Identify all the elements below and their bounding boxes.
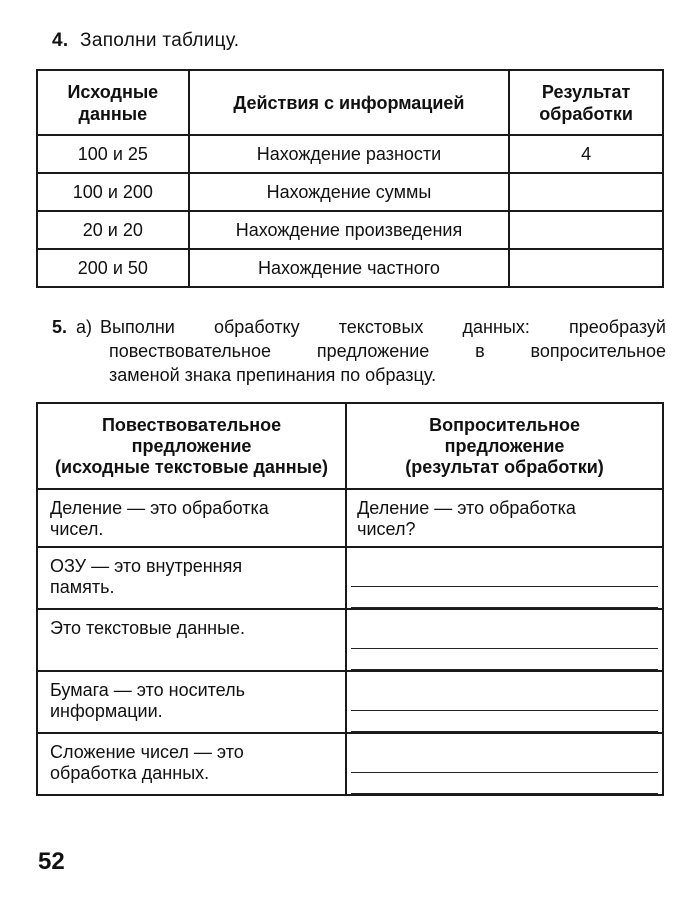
task-5-prefix — [52, 315, 92, 339]
answer-line[interactable] — [351, 587, 658, 608]
task-5-instruction — [52, 315, 666, 387]
example-row — [37, 489, 663, 547]
input-cell: 20 и 20 — [37, 211, 189, 249]
result-cell[interactable] — [509, 249, 663, 287]
sentence-line: Бумага — это носитель — [50, 680, 245, 700]
result-cell[interactable] — [509, 211, 663, 249]
sentence-line: Это текстовые данные. — [50, 618, 246, 638]
header-interrogative-line: Вопросительное — [429, 414, 580, 435]
header-declarative-line: Повествовательное — [101, 414, 282, 435]
input-cell: 200 и 50 — [37, 249, 189, 287]
answer-cell[interactable] — [346, 547, 663, 609]
task-5-line-2: повествовательное предложение в вопросительное — [109, 341, 666, 361]
table-row — [37, 547, 663, 609]
declarative-cell — [37, 733, 346, 795]
answer-cell[interactable] — [346, 733, 663, 795]
header-declarative-line: (исходные текстовые данные) — [55, 456, 329, 477]
task-4-instruction: Заполни таблицу. — [80, 30, 240, 51]
sentence-line: чисел? — [357, 519, 416, 539]
task-5-table — [36, 402, 664, 796]
header-actions: Действия с информацией — [189, 70, 510, 135]
table-row — [37, 733, 663, 795]
task-5-line-1 — [52, 315, 666, 339]
answer-line[interactable] — [351, 773, 658, 794]
task-5-number: 5. — [52, 317, 68, 337]
table-row — [37, 173, 663, 211]
header-input-label: Исходные данные — [67, 81, 159, 124]
task-5-sub: а) — [76, 317, 93, 337]
input-cell: 100 и 200 — [37, 173, 189, 211]
task-4-title — [52, 30, 239, 52]
task-5-line-3: заменой знака препинания по образцу. — [109, 365, 437, 385]
sentence-line: Деление — это обработка — [50, 498, 269, 518]
task-4-table — [36, 69, 664, 288]
page-number: 52 — [38, 848, 65, 875]
header-result-label: Результат обработки — [539, 81, 633, 124]
table-row — [37, 135, 663, 173]
action-cell: Нахождение частного — [189, 249, 510, 287]
sentence-line: Деление — это обработка — [357, 498, 576, 518]
answer-lines[interactable] — [347, 610, 662, 670]
result-cell[interactable] — [509, 173, 663, 211]
input-cell: 100 и 25 — [37, 135, 189, 173]
sentence-line: чисел. — [50, 519, 104, 539]
answer-lines[interactable] — [347, 734, 662, 794]
header-result — [509, 70, 663, 135]
header-input-data — [37, 70, 189, 135]
answer-line[interactable] — [351, 690, 658, 711]
task-5-line-1-text: Выполни обработку текстовых данных: преобразуй — [100, 317, 666, 337]
table-row — [37, 249, 663, 287]
answer-line[interactable] — [351, 711, 658, 732]
header-interrogative-line: (результат обработки) — [405, 456, 604, 477]
answer-line[interactable] — [351, 628, 658, 649]
sentence-line: информации. — [50, 701, 163, 721]
sentence-line: обработка данных. — [50, 763, 210, 783]
table-header-row — [37, 403, 663, 489]
answer-lines[interactable] — [347, 548, 662, 608]
table-header-row — [37, 70, 663, 135]
header-declarative-line: предложение — [131, 435, 252, 456]
table-row — [37, 609, 663, 671]
table-row — [37, 671, 663, 733]
answer-line[interactable] — [351, 752, 658, 773]
sentence-line: Сложение чисел — это — [50, 742, 244, 762]
answer-line[interactable] — [351, 566, 658, 587]
table-row — [37, 211, 663, 249]
answer-cell[interactable] — [346, 671, 663, 733]
declarative-cell — [37, 609, 346, 671]
answer-lines[interactable] — [347, 672, 662, 732]
action-cell: Нахождение суммы — [189, 173, 510, 211]
answer-cell[interactable] — [346, 609, 663, 671]
header-interrogative-line: предложение — [444, 435, 565, 456]
declarative-cell — [37, 547, 346, 609]
action-cell: Нахождение разности — [189, 135, 510, 173]
sentence-line: ОЗУ — это внутренняя — [50, 556, 243, 576]
task-4-number: 4. — [52, 30, 69, 51]
action-cell: Нахождение произведения — [189, 211, 510, 249]
header-declarative — [37, 403, 346, 489]
declarative-cell — [37, 671, 346, 733]
interrogative-cell — [346, 489, 663, 547]
result-cell[interactable]: 4 — [509, 135, 663, 173]
answer-line[interactable] — [351, 649, 658, 670]
header-interrogative — [346, 403, 663, 489]
declarative-cell — [37, 489, 346, 547]
sentence-line: память. — [50, 577, 115, 597]
